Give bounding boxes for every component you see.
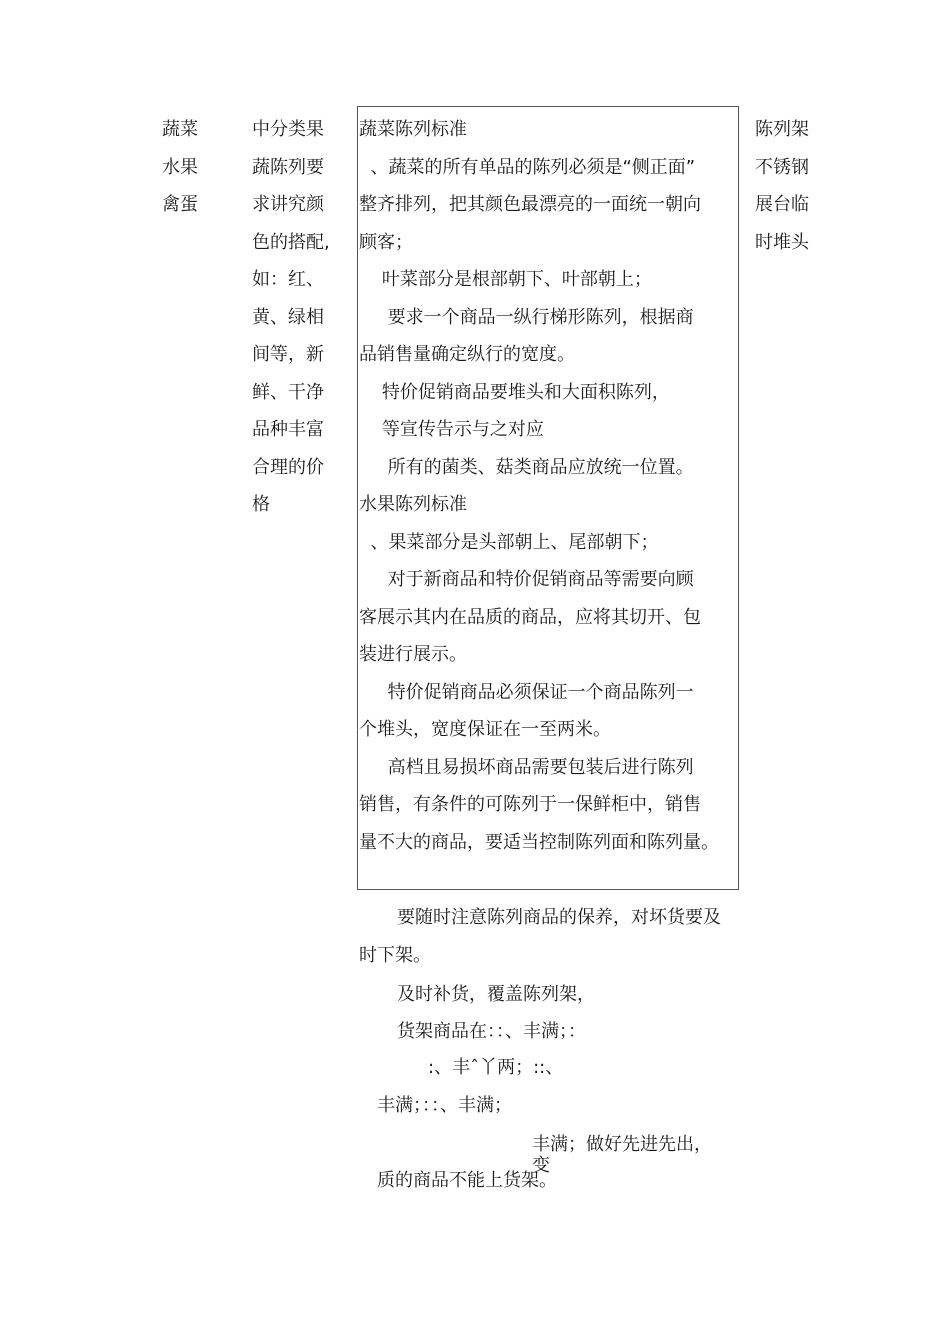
fixture-cell: 展台临 [755, 194, 809, 215]
requirement-line: 格 [252, 494, 270, 515]
after-line: 质的商品不能上货架。 [377, 1170, 557, 1191]
standards-line: 特价促销商品要堆头和大面积陈列， [359, 381, 670, 403]
standards-line: 客展示其内在品质的商品，应将其切开、包 [359, 606, 701, 628]
requirement-line: 黄、绿相 [252, 306, 324, 328]
requirement-line: 色的搭配, [252, 231, 330, 253]
standards-line: 品销售量确定纵行的宽度。 [359, 344, 575, 365]
requirement-line: 蔬陈列要 [252, 156, 324, 178]
standards-line: 叶菜部分是根部朝下、叶部朝上； [359, 269, 652, 290]
requirement-line: 鲜、干净 [252, 381, 324, 403]
after-line: 及时补货，覆盖陈列架， [397, 984, 595, 1005]
after-line: 变 [532, 1155, 550, 1176]
standards-line: 量不大的商品，要适当控制陈列面和陈列量。 [359, 831, 719, 853]
standards-line: 个堆头，宽度保证在一至两米。 [359, 719, 611, 740]
standards-line: 销售，有条件的可陈列于一保鲜柜中，销售 [359, 794, 701, 815]
standards-line: 对于新商品和特价促销商品等需要向顾 [359, 569, 694, 590]
requirement-column [252, 111, 330, 524]
requirement-line: 间等，新 [252, 344, 324, 365]
fixture-column [755, 111, 809, 261]
standards-line: 装进行展示。 [359, 644, 467, 665]
requirement-line: 如：红、 [252, 269, 324, 290]
standards-line: 顾客； [359, 231, 413, 253]
after-line: 时下架。 [359, 945, 431, 966]
standards-line: 、果菜部分是头部朝上、尾部朝下； [359, 531, 659, 553]
after-line: 丰满；做好先进先出， [532, 1134, 712, 1155]
standards-text [359, 111, 719, 861]
standards-line: 要求一个商品一纵行梯形陈列，根据商 [359, 306, 694, 328]
fixture-cell: 时堆头 [755, 231, 809, 253]
after-line: 丰满；：：、丰满； [377, 1095, 512, 1116]
section-heading: 水果陈列标准 [359, 494, 467, 515]
fixture-cell: 陈列架 [755, 119, 809, 140]
requirement-line: 求讲究颜 [252, 194, 324, 215]
category-column [162, 111, 198, 224]
standards-line: 高档且易损坏商品需要包装后进行陈列 [359, 756, 694, 778]
standards-line: 所有的菌类、菇类商品应放统一位置。 [359, 456, 694, 478]
category-cell: 蔬菜 [162, 119, 198, 140]
standards-line: 特价促销商品必须保证一个商品陈列一 [359, 681, 694, 703]
standards-line: 、蔬菜的所有单品的陈列必须是“侧正面” [359, 156, 696, 178]
after-line: 货架商品在：：、丰满；： [397, 1021, 586, 1042]
requirement-line: 中分类果 [252, 119, 324, 140]
category-cell: 水果 [162, 156, 198, 178]
fixture-cell: 不锈钢 [755, 156, 809, 178]
standards-line: 等宣传告示与之对应 [359, 419, 544, 440]
section-heading: 蔬菜陈列标准 [359, 119, 467, 140]
category-cell: 禽蛋 [162, 194, 198, 215]
requirement-line: 合理的价 [252, 456, 324, 478]
after-line: 要随时注意陈列商品的保养，对坏货要及 [397, 907, 721, 928]
standards-line: 整齐排列，把其颜色最漂亮的一面统一朝向 [359, 194, 701, 215]
requirement-line: 品种丰富 [252, 419, 324, 440]
after-line: :、丰ˆ丫两；::、 [428, 1057, 564, 1078]
